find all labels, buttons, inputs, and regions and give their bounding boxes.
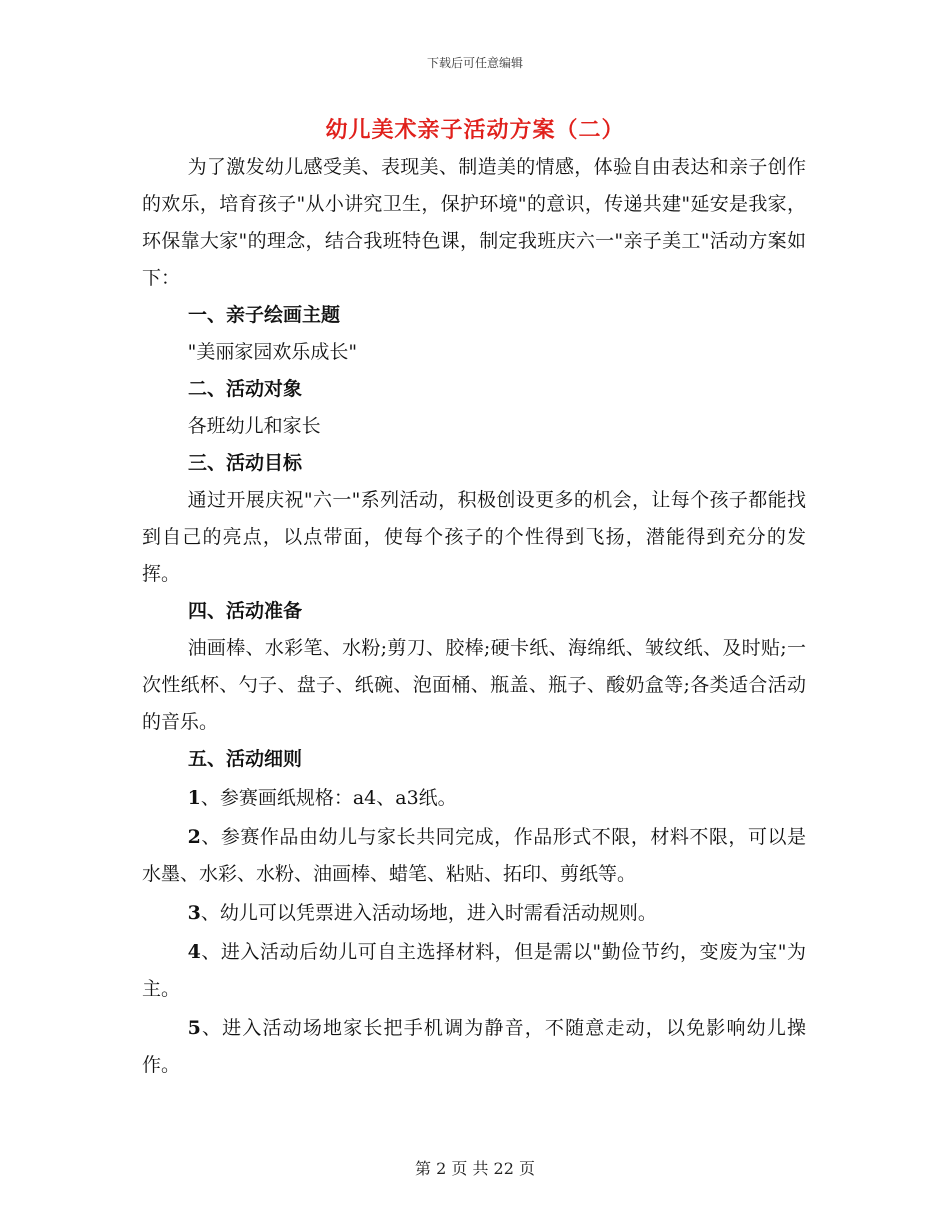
rule-number: 2 — [187, 826, 201, 848]
rule-item-2 — [142, 819, 806, 893]
intro-paragraph: 为了激发幼儿感受美、表现美、制造美的情感，体验自由表达和亲子创作的欢乐，培育孩子"从小讲究卫生，保护环境"的意识，传递共建"延安是我家，环保靠大家"的理念，结合我班特色课，制定我班庆六一"亲子美工"活动方案如下： — [142, 156, 806, 289]
rule-number: 1 — [187, 787, 201, 809]
section-body-preparation: 油画棒、水彩笔、水粉;剪刀、胶棒;硬卡纸、海绵纸、皱纹纸、及时贴;一次性纸杯、勺子、盘子、纸碗、泡面桶、瓶盖、瓶子、酸奶盒等;各类适合活动的音乐。 — [142, 637, 806, 733]
rule-item-1 — [142, 780, 806, 817]
rule-text: 、幼儿可以凭票进入活动场地，进入时需看活动规则。 — [200, 902, 657, 924]
rule-number: 4 — [187, 941, 201, 963]
rule-text: 、进入活动后幼儿可自主选择材料，但是需以"勤俭节约，变废为宝"为主。 — [142, 941, 806, 1000]
page-header-note: 下载后可任意编辑 — [426, 56, 523, 70]
document-title: 幼儿美术亲子活动方案（二） — [325, 117, 625, 143]
rule-item-3 — [142, 895, 806, 932]
section-body-theme: "美丽家园欢乐成长" — [187, 341, 358, 363]
rule-item-5 — [142, 1010, 806, 1084]
rule-number: 5 — [187, 1017, 201, 1039]
section-heading-rules: 五、活动细则 — [188, 748, 303, 770]
rule-text: 、进入活动场地家长把手机调为静音，不随意走动，以免影响幼儿操作。 — [142, 1017, 806, 1076]
section-heading-theme: 一、亲子绘画主题 — [188, 304, 341, 326]
rule-text: 、参赛作品由幼儿与家长共同完成，作品形式不限，材料不限，可以是水墨、水彩、水粉、油画棒、蜡笔、粘贴、拓印、剪纸等。 — [142, 826, 806, 885]
section-body-participants: 各班幼儿和家长 — [187, 415, 321, 437]
rule-number: 3 — [187, 902, 201, 924]
document-body — [142, 149, 806, 1084]
page-number: 第 2 页 共 22 页 — [415, 1159, 535, 1178]
section-heading-preparation: 四、活动准备 — [188, 600, 303, 622]
rule-text: 、参赛画纸规格：a4、a3纸。 — [200, 787, 457, 809]
rule-item-4 — [142, 934, 806, 1008]
section-body-goals: 通过开展庆祝"六一"系列活动，积极创设更多的机会，让每个孩子都能找到自己的亮点，以点带面，使每个孩子的个性得到飞扬，潜能得到充分的发挥。 — [142, 489, 806, 585]
section-heading-participants: 二、活动对象 — [188, 378, 303, 400]
section-heading-goals: 三、活动目标 — [188, 452, 303, 474]
